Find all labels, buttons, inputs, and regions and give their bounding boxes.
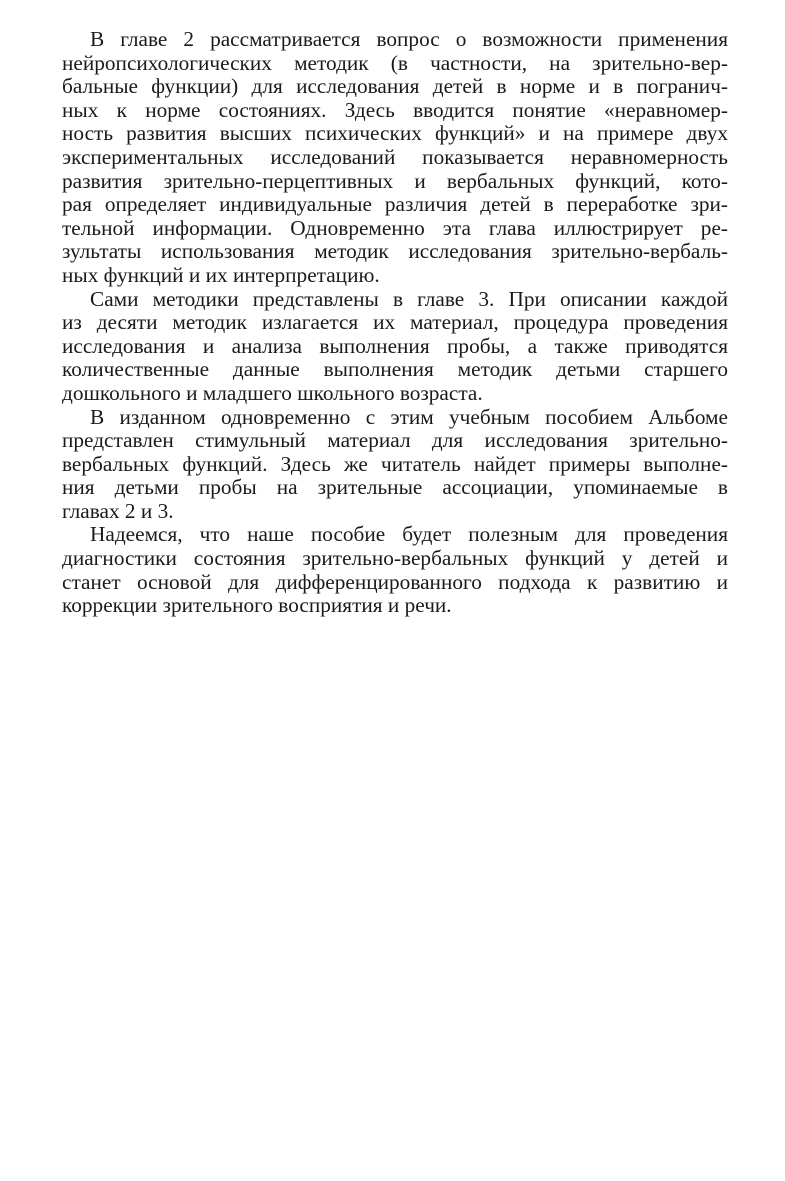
text-line: диагностики состояния зрительно-вербальных функций у детей и [62,546,728,571]
text-line: количественные данные выполнения методик детьми старшего [62,357,728,382]
text-line: станет основой для дифференцированного подхода к развитию и [62,569,728,594]
text-line: Сами методики представлены в главе 3. При описании каждой [90,286,728,311]
text-line: дошкольного и младшего школьного возраста. [62,380,483,405]
text-line: коррекции зрительного восприятия и речи. [62,593,452,618]
text-line: ность развития высших психических функций» и на примере двух [62,121,728,146]
text-line: исследования и анализа выполнения пробы, а также приводятся [62,333,728,358]
text-line: тельной информации. Одновременно эта глава иллюстрирует ре- [62,215,728,240]
paragraph-2 [62,288,728,406]
text-line: ных к норме состояниях. Здесь вводится понятие «неравномер- [62,97,728,122]
text-line: экспериментальных исследований показывается неравномерность [62,144,728,169]
text-line: главах 2 и 3. [62,498,174,523]
text-line: ния детьми пробы на зрительные ассоциации, упоминаемые в [62,475,728,500]
paragraph-4 [62,523,728,617]
body-text [62,28,728,618]
text-line: ных функций и их интерпретацию. [62,262,380,287]
text-line: зультаты использования методик исследования зрительно-вербаль- [62,239,728,264]
paragraph-1 [62,28,728,288]
text-line: Надеемся, что наше пособие будет полезным для проведения [90,522,728,547]
paragraph-3 [62,406,728,524]
text-line: бальные функции) для исследования детей в норме и в погранич- [62,74,728,99]
text-line: В изданном одновременно с этим учебным пособием Альбоме [90,404,728,429]
text-line: В главе 2 рассматривается вопрос о возможности применения [90,27,728,51]
text-line: вербальных функций. Здесь же читатель найдет примеры выполне- [62,451,728,476]
text-line: нейропсихологических методик (в частности, на зрительно-вер- [62,50,728,75]
text-line: развития зрительно-перцептивных и вербальных функций, кото- [62,168,728,193]
text-line: из десяти методик излагается их материал, процедура проведения [62,310,728,335]
text-line: представлен стимульный материал для исследования зрительно- [62,428,728,453]
text-line: рая определяет индивидуальные различия детей в переработке зри- [62,192,728,217]
